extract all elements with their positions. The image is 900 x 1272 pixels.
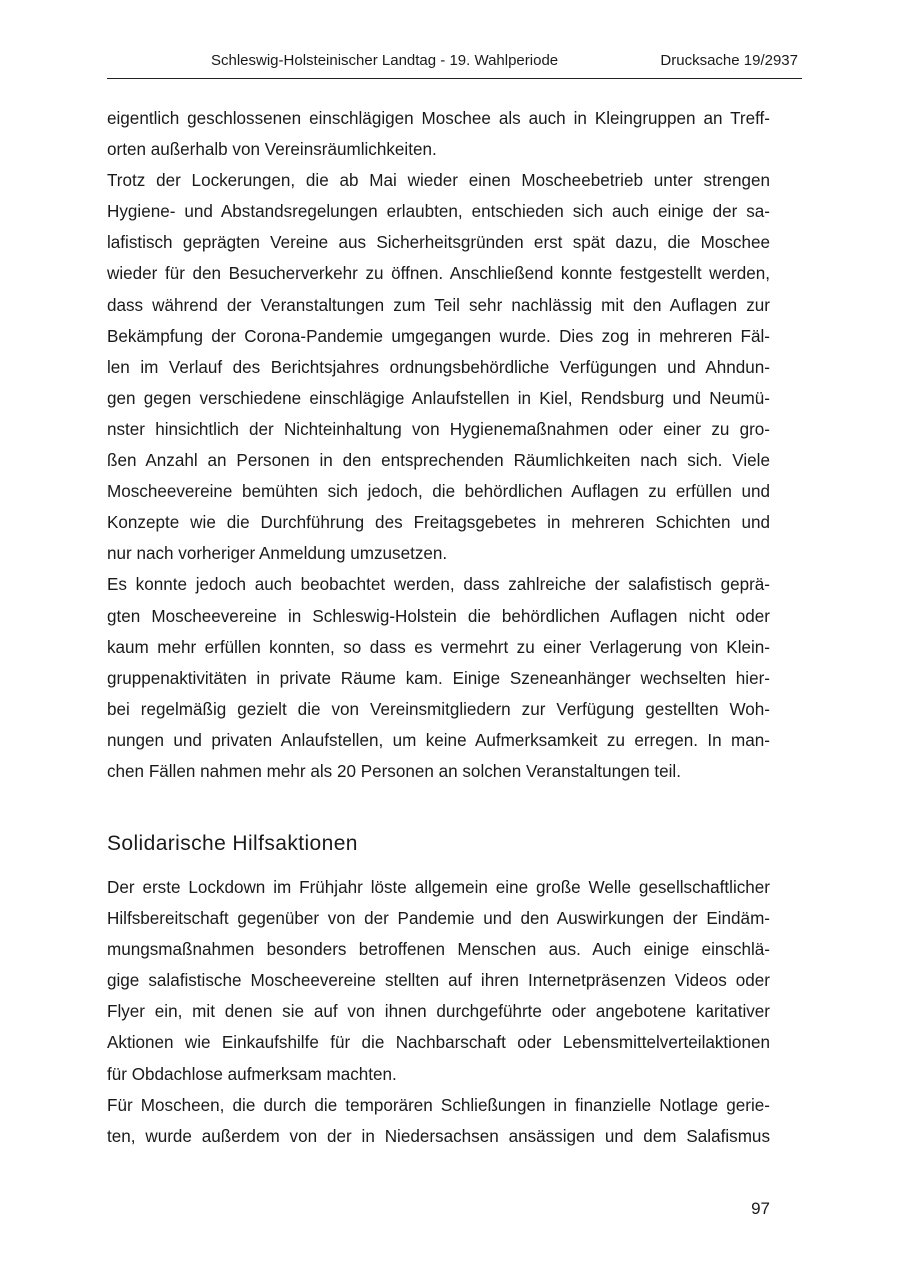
text-line: Moscheevereine bemühten sich jedoch, die behördlichen Auflagen zu erfüllen und <box>107 482 770 502</box>
section-heading: Solidarische Hilfsaktionen <box>107 832 358 855</box>
text-line: Hygiene- und Abstandsregelungen erlaubten, entschieden sich auch einige der sa- <box>107 202 770 222</box>
text-line: chen Fällen nahmen mehr als 20 Personen an solchen Veranstaltungen teil. <box>107 761 681 781</box>
paragraph <box>107 872 770 1090</box>
text-line: orten außerhalb von Vereinsräumlichkeiten. <box>107 140 437 160</box>
paragraph <box>107 569 770 787</box>
document-number: Drucksache 19/2937 <box>660 52 798 69</box>
running-header <box>107 52 802 79</box>
page-number: 97 <box>751 1199 770 1218</box>
text-line: Hilfsbereitschaft gegenüber von der Pandemie und den Auswirkungen der Eindäm- <box>107 909 770 929</box>
text-line: bei regelmäßig gezielt die von Vereinsmitgliedern zur Verfügung gestellten Woh- <box>107 699 770 719</box>
paragraph <box>107 103 770 165</box>
paragraph <box>107 165 770 569</box>
text-line: ßen Anzahl an Personen in den entsprechenden Räumlichkeiten nach sich. Viele <box>107 451 770 471</box>
text-line: gige salafistische Moscheevereine stellten auf ihren Internetpräsenzen Videos oder <box>107 971 770 991</box>
header-title: Schleswig-Holsteinischer Landtag - 19. Wahlperiode <box>211 52 559 69</box>
text-line: gruppenaktivitäten in private Räume kam. Einige Szeneanhänger wechselten hier- <box>107 668 770 688</box>
text-line: Bekämpfung der Corona-Pandemie umgegangen wurde. Dies zog in mehreren Fäl- <box>107 326 770 346</box>
body-text <box>107 103 770 787</box>
text-line: Konzepte wie die Durchführung des Freitagsgebetes in mehreren Schichten und <box>107 513 770 533</box>
text-line: Aktionen wie Einkaufshilfe für die Nachbarschaft oder Lebensmittelverteilaktionen <box>107 1033 770 1053</box>
text-line: Es konnte jedoch auch beobachtet werden, dass zahlreiche der salafistisch geprä- <box>107 575 770 595</box>
text-line: nster hinsichtlich der Nichteinhaltung von Hygienemaßnahmen oder einer zu gro- <box>107 419 770 439</box>
text-line: für Obdachlose aufmerksam machten. <box>107 1064 397 1084</box>
text-line: Für Moscheen, die durch die temporären Schließungen in finanzielle Notlage gerie- <box>107 1095 770 1115</box>
text-line: gen gegen verschiedene einschlägige Anlaufstellen in Kiel, Rendsburg und Neumü- <box>107 388 770 408</box>
text-line: Der erste Lockdown im Frühjahr löste allgemein eine große Welle gesellschaftlicher <box>107 878 770 897</box>
text-line: kaum mehr erfüllen konnten, so dass es vermehrt zu einer Verlagerung von Klein- <box>107 637 770 657</box>
section-text <box>107 872 770 1152</box>
text-line: gten Moscheevereine in Schleswig-Holstein die behördlichen Auflagen nicht oder <box>107 606 770 626</box>
text-line: len im Verlauf des Berichtsjahres ordnungsbehördliche Verfügungen und Ahndun- <box>107 357 770 377</box>
text-line: eigentlich geschlossenen einschlägigen Moschee als auch in Kleingruppen an Treff- <box>107 109 770 128</box>
paragraph <box>107 1090 770 1152</box>
text-line: nur nach vorheriger Anmeldung umzusetzen. <box>107 544 448 564</box>
text-line: wieder für den Besucherverkehr zu öffnen. Anschließend konnte festgestellt werden, <box>107 264 770 284</box>
text-line: dass während der Veranstaltungen zum Teil sehr nachlässig mit den Auflagen zur <box>107 295 770 315</box>
text-line: Trotz der Lockerungen, die ab Mai wieder einen Moscheebetrieb unter strengen <box>107 171 770 191</box>
text-line: mungsmaßnahmen besonders betroffenen Menschen aus. Auch einige einschlä- <box>107 940 770 960</box>
text-line: lafistisch geprägten Vereine aus Sicherheitsgründen erst spät dazu, die Moschee <box>107 233 770 253</box>
text-line: ten, wurde außerdem von der in Niedersachsen ansässigen und dem Salafismus <box>107 1126 770 1146</box>
text-line: Flyer ein, mit denen sie auf von ihnen durchgeführte oder angebotene karitativer <box>107 1002 770 1022</box>
text-line: nungen und privaten Anlaufstellen, um keine Aufmerksamkeit zu erregen. In man- <box>107 730 770 750</box>
